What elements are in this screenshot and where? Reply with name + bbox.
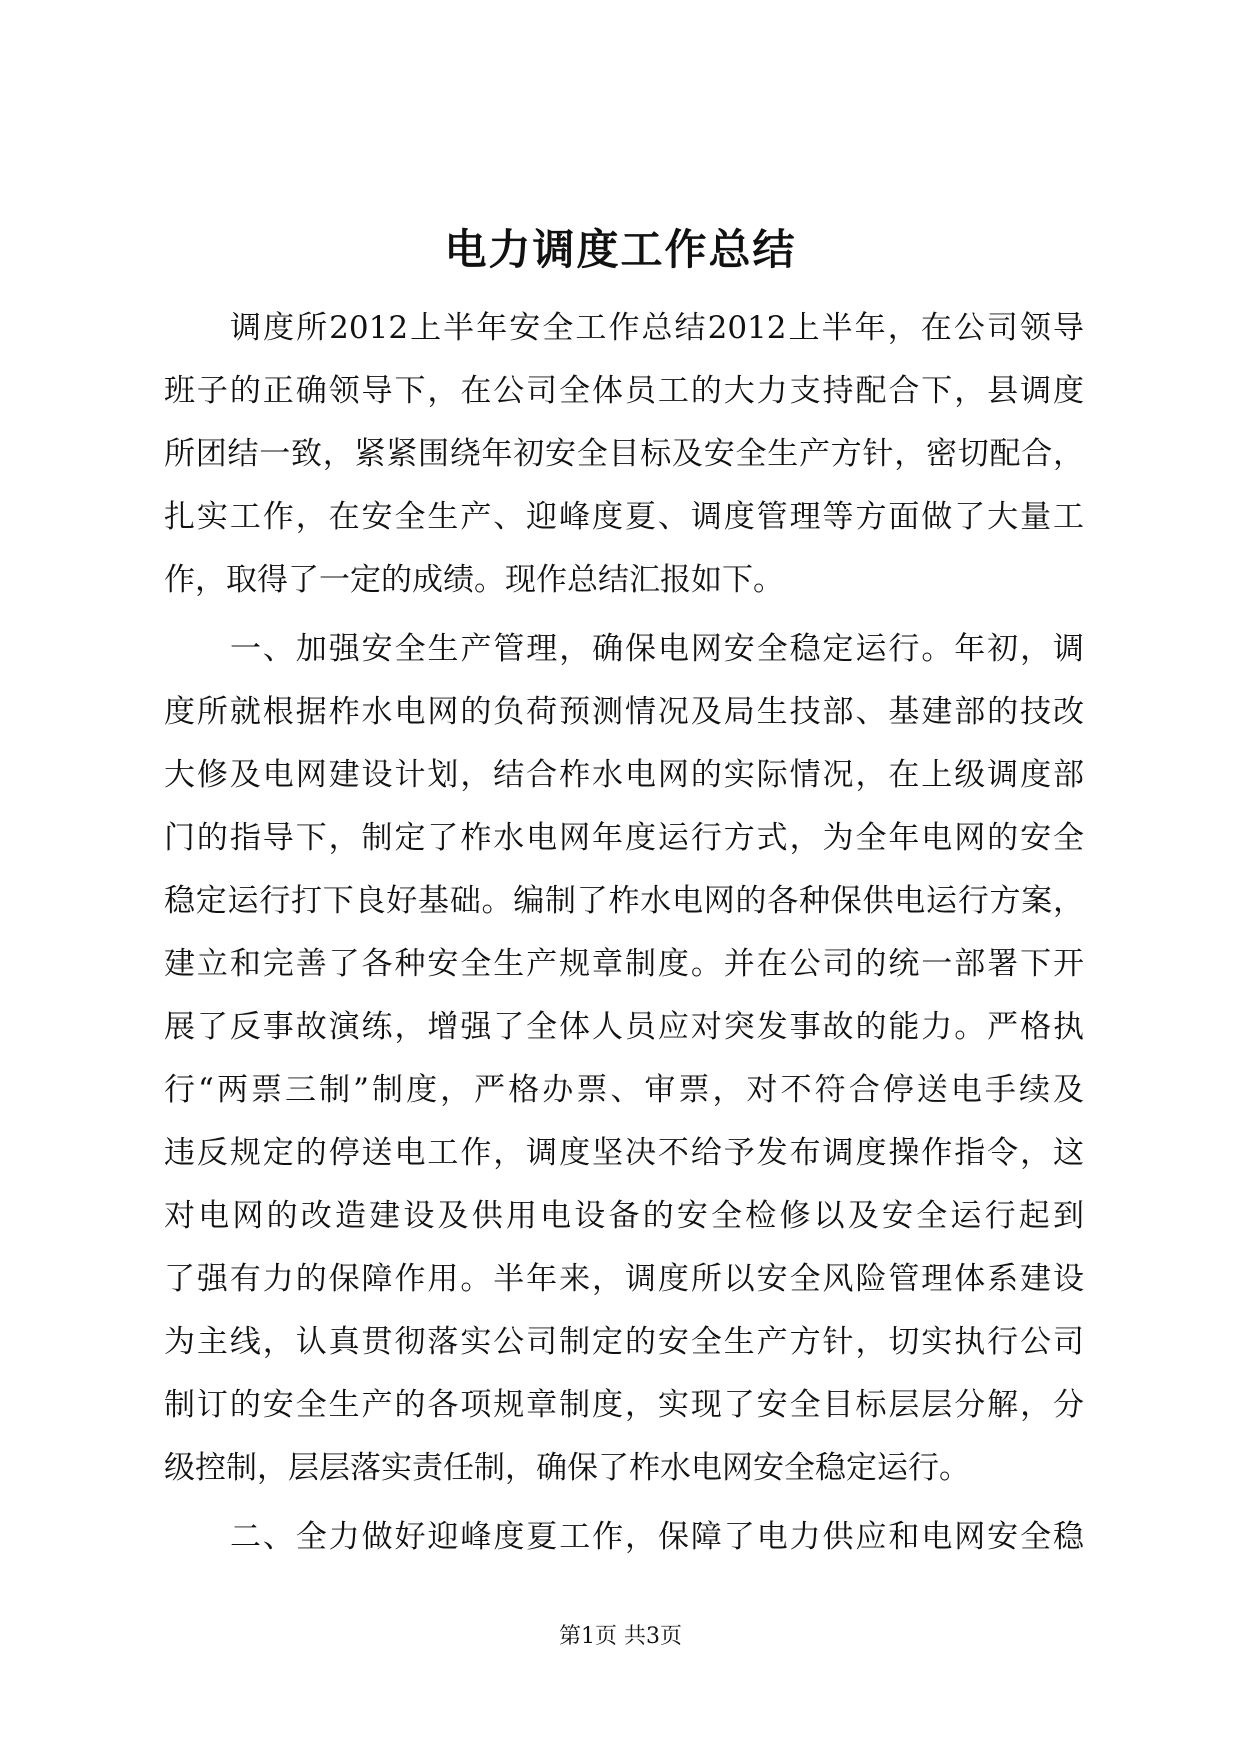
paragraph-line: 对电网的改造建设及供用电设备的安全检修以及安全运行起到 xyxy=(164,1198,1084,1234)
paragraph-line: 展了反事故演练，增强了全体人员应对突发事故的能力。严格执 xyxy=(164,1009,1084,1045)
paragraph-line: 度所就根据柞水电网的负荷预测情况及局生技部、基建部的技改 xyxy=(164,694,1084,730)
paragraph-line: 作，取得了一定的成绩。现作总结汇报如下。 xyxy=(164,562,784,598)
paragraph-line: 违反规定的停送电工作，调度坚决不给予发布调度操作指令，这 xyxy=(164,1135,1084,1171)
paragraph-3 xyxy=(164,1506,1084,1569)
paragraph-line: 二、全力做好迎峰度夏工作，保障了电力供应和电网安全稳 xyxy=(230,1519,1084,1555)
paragraph-line: 稳定运行打下良好基础。编制了柞水电网的各种保供电运行方案， xyxy=(164,883,1084,919)
paragraph-line: 班子的正确领导下，在公司全体员工的大力支持配合下，县调度 xyxy=(164,373,1084,409)
paragraph-line: 建立和完善了各种安全生产规章制度。并在公司的统一部署下开 xyxy=(164,946,1084,982)
paragraph-1 xyxy=(164,297,1084,612)
paragraph-line: 大修及电网建设计划，结合柞水电网的实际情况，在上级调度部 xyxy=(164,757,1084,793)
paragraph-line: 行“两票三制”制度，严格办票、审票，对不符合停送电手续及 xyxy=(164,1072,1084,1108)
paragraph-line: 制订的安全生产的各项规章制度，实现了安全目标层层分解，分 xyxy=(164,1387,1084,1423)
paragraph-line: 所团结一致，紧紧围绕年初安全目标及安全生产方针，密切配合， xyxy=(164,436,1084,472)
paragraph-line: 级控制，层层落实责任制，确保了柞水电网安全稳定运行。 xyxy=(164,1450,970,1486)
page-number-indicator: 第1页 共3页 xyxy=(559,1624,682,1649)
paragraph-line: 为主线，认真贯彻落实公司制定的安全生产方针，切实执行公司 xyxy=(164,1324,1084,1360)
paragraph-2 xyxy=(164,618,1084,1500)
page-footer xyxy=(0,1622,1241,1652)
document-body xyxy=(164,297,1084,1569)
paragraph-line: 门的指导下，制定了柞水电网年度运行方式，为全年电网的安全 xyxy=(164,820,1084,856)
document-title: 电力调度工作总结 xyxy=(444,225,797,274)
paragraph-line: 调度所2012上半年安全工作总结2012上半年，在公司领导 xyxy=(230,310,1084,346)
paragraph-line: 扎实工作，在安全生产、迎峰度夏、调度管理等方面做了大量工 xyxy=(164,499,1084,535)
paragraph-line: 一、加强安全生产管理，确保电网安全稳定运行。年初，调 xyxy=(230,631,1084,667)
paragraph-line: 了强有力的保障作用。半年来，调度所以安全风险管理体系建设 xyxy=(164,1261,1084,1297)
